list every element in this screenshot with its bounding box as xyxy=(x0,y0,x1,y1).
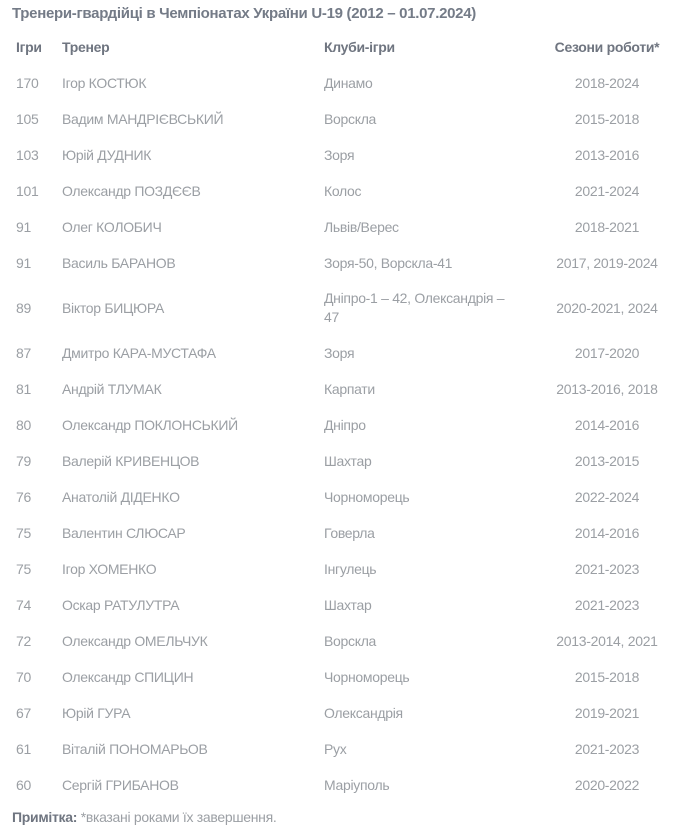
table-row xyxy=(0,335,685,371)
coach-cell: Анатолій ДІДЕНКО xyxy=(62,488,180,505)
table-row xyxy=(0,731,685,767)
table-row xyxy=(0,479,685,515)
clubs-cell: Маріуполь xyxy=(324,776,390,793)
table-header-row xyxy=(0,30,685,65)
seasons-cell: 2018-2021 xyxy=(574,218,640,235)
games-cell: 76 xyxy=(16,488,31,505)
clubs-cell: Зоря xyxy=(324,146,355,163)
clubs-cell: Зоря-50, Ворскла-41 xyxy=(324,254,453,271)
clubs-cell: Шахтар xyxy=(324,452,372,469)
coach-cell: Валерій КРИВЕНЦОВ xyxy=(62,452,200,469)
games-cell: 74 xyxy=(16,596,31,613)
games-cell: 72 xyxy=(16,632,31,649)
header-coach: Тренер xyxy=(62,39,110,55)
coach-cell: Андрій ТЛУМАК xyxy=(62,380,162,397)
clubs-cell: Дніпро-1 – 42, Олександрія – 47 xyxy=(324,290,505,325)
clubs-cell: Зоря xyxy=(324,344,355,361)
coaches-table xyxy=(0,30,685,803)
clubs-cell: Інгулець xyxy=(324,560,377,577)
coach-cell: Валентин СЛЮСАР xyxy=(62,524,186,541)
games-cell: 81 xyxy=(16,380,31,397)
seasons-cell: 2020-2022 xyxy=(574,776,640,793)
coach-cell: Юрій ГУРА xyxy=(62,704,131,721)
clubs-cell: Ворскла xyxy=(324,632,377,649)
seasons-cell: 2022-2024 xyxy=(574,488,640,505)
coach-cell: Василь БАРАНОВ xyxy=(62,254,176,271)
table-row xyxy=(0,137,685,173)
clubs-cell: Львів/Верес xyxy=(324,218,399,235)
clubs-cell: Говерла xyxy=(324,524,375,541)
table-row xyxy=(0,101,685,137)
games-cell: 105 xyxy=(16,110,39,127)
table-row xyxy=(0,767,685,803)
seasons-cell: 2021-2023 xyxy=(574,596,640,613)
footnote xyxy=(0,808,685,827)
table-row xyxy=(0,551,685,587)
seasons-cell: 2013-2016, 2018 xyxy=(556,380,658,397)
games-cell: 101 xyxy=(16,182,39,199)
games-cell: 170 xyxy=(16,74,39,91)
games-cell: 89 xyxy=(16,299,31,316)
coach-cell: Олександр ПОЗДЄЄВ xyxy=(62,182,201,199)
seasons-cell: 2021-2023 xyxy=(574,740,640,757)
seasons-cell: 2021-2024 xyxy=(574,182,640,199)
header-seasons: Сезони роботи* xyxy=(554,39,660,55)
table-row xyxy=(0,587,685,623)
table-row xyxy=(0,65,685,101)
header-games: Ігри xyxy=(16,39,42,55)
coach-cell: Олександр ОМЕЛЬЧУК xyxy=(62,632,208,649)
clubs-cell: Чорноморець xyxy=(324,668,410,685)
games-cell: 70 xyxy=(16,668,31,685)
coach-cell: Оскар РАТУЛУТРА xyxy=(62,596,180,613)
clubs-cell: Колос xyxy=(324,182,362,199)
games-cell: 80 xyxy=(16,416,31,433)
clubs-cell: Олександрія xyxy=(324,704,403,721)
coach-cell: Вадим МАНДРІЄВСЬКИЙ xyxy=(62,110,224,127)
seasons-cell: 2020-2021, 2024 xyxy=(556,299,658,316)
coach-cell: Юрій ДУДНИК xyxy=(62,146,152,163)
clubs-cell: Дніпро xyxy=(324,416,366,433)
clubs-cell: Ворскла xyxy=(324,110,377,127)
seasons-cell: 2014-2016 xyxy=(574,524,640,541)
table-row xyxy=(0,659,685,695)
games-cell: 75 xyxy=(16,524,31,541)
table-row xyxy=(0,695,685,731)
seasons-cell: 2017-2020 xyxy=(574,344,640,361)
table-row xyxy=(0,407,685,443)
seasons-cell: 2013-2015 xyxy=(574,452,640,469)
seasons-cell: 2017, 2019-2024 xyxy=(556,254,658,271)
clubs-cell: Рух xyxy=(324,740,347,757)
table-row xyxy=(0,209,685,245)
clubs-cell: Динамо xyxy=(324,74,373,91)
table-row xyxy=(0,443,685,479)
table-row xyxy=(0,245,685,281)
clubs-cell: Карпати xyxy=(324,380,375,397)
table-row xyxy=(0,173,685,209)
footnote-text: *вказані роками їх завершення. xyxy=(80,809,277,825)
coach-cell: Віталій ПОНОМАРЬОВ xyxy=(62,740,208,757)
coach-cell: Олег КОЛОБИЧ xyxy=(62,218,162,235)
seasons-cell: 2018-2024 xyxy=(574,74,640,91)
table-row xyxy=(0,515,685,551)
coach-cell: Дмитро КАРА-МУСТАФА xyxy=(62,344,216,361)
games-cell: 75 xyxy=(16,560,31,577)
games-cell: 67 xyxy=(16,704,31,721)
footnote-label: Примітка: xyxy=(12,809,78,825)
seasons-cell: 2015-2018 xyxy=(574,110,640,127)
seasons-cell: 2021-2023 xyxy=(574,560,640,577)
games-cell: 79 xyxy=(16,452,31,469)
coach-cell: Ігор КОСТЮК xyxy=(62,74,147,91)
games-cell: 91 xyxy=(16,254,31,271)
seasons-cell: 2015-2018 xyxy=(574,668,640,685)
seasons-cell: 2019-2021 xyxy=(574,704,640,721)
games-cell: 61 xyxy=(16,740,31,757)
coach-cell: Олександр ПОКЛОНСЬКИЙ xyxy=(62,416,238,433)
games-cell: 87 xyxy=(16,344,31,361)
games-cell: 60 xyxy=(16,776,31,793)
coach-cell: Ігор ХОМЕНКО xyxy=(62,560,157,577)
header-clubs: Клуби-ігри xyxy=(324,39,395,55)
table-row xyxy=(0,371,685,407)
page-title: Тренери-гвардійці в Чемпіонатах України U-19 (2012 – 01.07.2024) xyxy=(12,5,476,22)
table-row xyxy=(0,281,685,335)
games-cell: 91 xyxy=(16,218,31,235)
seasons-cell: 2013-2016 xyxy=(574,146,640,163)
seasons-cell: 2014-2016 xyxy=(574,416,640,433)
clubs-cell: Шахтар xyxy=(324,596,372,613)
coach-cell: Віктор БИЦЮРА xyxy=(62,299,165,316)
coach-cell: Олександр СПИЦИН xyxy=(62,668,194,685)
games-cell: 103 xyxy=(16,146,39,163)
seasons-cell: 2013-2014, 2021 xyxy=(556,632,658,649)
coach-cell: Сергій ГРИБАНОВ xyxy=(62,776,179,793)
table-row xyxy=(0,623,685,659)
clubs-cell: Чорноморець xyxy=(324,488,410,505)
